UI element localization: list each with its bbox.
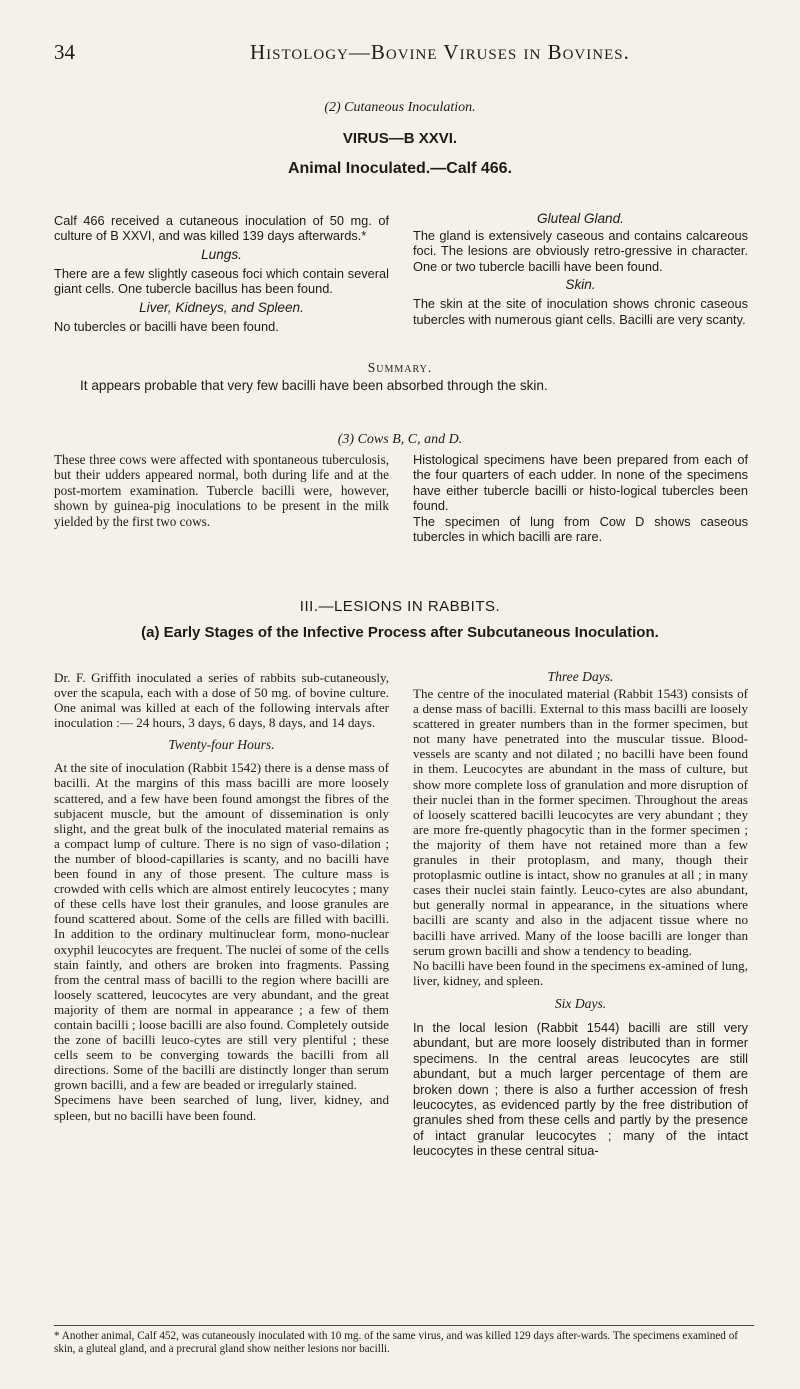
section3-left-paragraph: These three cows were affected with spontaneous tuberculosis, but their udders appeared normal, both during life and at the post-mortem examination. Tubercle bacilli were, however, shown by guinea-pig inoculations to be present in the milk yielded by the first two cows. (54, 452, 389, 529)
running-header (0, 40, 800, 80)
six-days-heading: Six Days. (554, 995, 607, 1011)
twentyfour-hours-paragraph-2: Specimens have been searched of lung, liver, kidney, and spleen, but no bacilli have been found. (54, 1092, 389, 1123)
animal-heading: Animal Inoculated.—Calf 466. (287, 160, 513, 177)
rabbits-intro-paragraph: Dr. F. Griffith inoculated a series of rabbits sub-cutaneously, over the scapula, each with a dose of 50 mg. of bovine culture. One animal was killed at each of the following intervals after inoculation :— 24 hours, 3 days, 6 days, 8 days, and 14 days. (54, 670, 389, 731)
twentyfour-hours-heading: Twenty-four Hours. (168, 737, 275, 753)
liver-paragraph: No tubercles or bacilli have been found. (54, 318, 279, 334)
section2-subtitle: (2) Cutaneous Inoculation. (324, 100, 476, 115)
gluteal-paragraph: The gland is extensively caseous and contains calcareous foci. The lesions are obviously retro-gressive in character. One or two tubercle bacilli have been found. (413, 228, 748, 274)
skin-paragraph: The skin at the site of inoculation shows chronic caseous tubercles with numerous giant cells. Bacilli are very scanty. (413, 296, 748, 327)
gluteal-heading: Gluteal Gland. (537, 211, 624, 226)
liver-heading: Liver, Kidneys, and Spleen. (139, 299, 304, 315)
section2-right-column (413, 210, 748, 327)
section3-right-paragraph-1: Histological specimens have been prepared from each of the four quarters of each udder. In none of the specimens have either tubercle bacilli or histo-logical tubercles been found. (413, 452, 748, 514)
twentyfour-hours-paragraph: At the site of inoculation (Rabbit 1542) there is a dense mass of bacilli. At the margins of this mass bacilli are more loosely scattered, and a few have been found amongst the fibres of the subjacent muscle, but the amount of dissemination is only slight, and the great bulk of the inoculated material remains as a compact lump of culture. There is no sign of vaso-dilation ; the number of blood-capillaries is scanty, and no bacilli have been found in any of those present. The culture mass is crowded with cells which are almost entirely leucocytes ; many of these cells have lost their granules, and loose granules are found scattered about. Some of the cells are filled with bacilli. In addition to the ordinary multinuclear form, mono-nuclear oxyphil leucocytes are frequent. The nuclei of some of the cells stain faintly, and others are broken into fragments. Passing from the central mass of bacilli to the region where bacilli are loosely scattered, leucocytes are very abundant, and the great majority of them are normal in appearance ; a few of them contain bacilli ; loose bacilli are also found. Completely outside the zone of bacilli leuco-cytes are still very plentiful ; these cells seem to be converging towards the bacilli from all directions. Some of the bacilli are distinctly longer than serum grown bacilli, and a few are beaded or irregularly stained. (54, 760, 389, 1093)
rabbits-subheading: (a) Early Stages of the Infective Process after Subcutaneous Inoculation. (141, 624, 659, 641)
footnote-rule (54, 1325, 754, 1326)
three-days-heading: Three Days. (547, 669, 614, 684)
rabbits-right-column (413, 668, 748, 1159)
section3-left-column (54, 452, 389, 529)
section3-right-paragraph-2: The specimen of lung from Cow D shows caseous tubercles in which bacilli are rare. (413, 513, 748, 545)
running-title: Histology—Bovine Viruses in Bovines. (250, 40, 630, 64)
footnote: * Another animal, Calf 452, was cutaneously inoculated with 10 mg. of the same virus, and was killed 129 days after-wards. The specimens examined of skin, a gluteal gland, and a precrural gland show neither lesions nor bacilli. (54, 1330, 739, 1355)
virus-heading: VIRUS—B XXVI. (342, 130, 458, 147)
rabbits-left-column (54, 670, 389, 1123)
summary-heading: Summary. (367, 360, 433, 375)
intro-paragraph: Calf 466 received a cutaneous inoculation of 50 mg. of culture of B XXVI, and was killed 139 days afterwards.* (54, 213, 389, 244)
page-number: 34 (54, 40, 75, 64)
summary-text: It appears probable that very few bacilli have been absorbed through the skin. (80, 378, 548, 393)
three-days-paragraph-2: No bacilli have been found in the specimens ex-amined of lung, liver, kidney, and spleen. (413, 957, 748, 988)
skin-heading: Skin. (565, 277, 596, 293)
section2-left-column (54, 213, 389, 334)
three-days-paragraph: The centre of the inoculated material (Rabbit 1543) consists of a dense mass of bacilli. External to this mass bacilli are loosely scattered in greater numbers than in the former specimen, but not many have penetrated into the muscular tissue. Blood-vessels are scanty and not dilated ; no bacilli have been found in them. Leucocytes are abundant in the mass of culture, but show more complete loss of granulation and more disruption of their nuclei than in the former specimen. Throughout the areas of loosely scattered bacilli leucocytes are very abundant ; they are more fre-quently phagocytic than in the former specimen ; the majority of them have not retained more than a few granules in their protoplasm, and many, though their protoplasmic outline is intact, show no granules at all ; in many cases their nuclei stain faintly. Leuco-cytes are also abundant, but generally normal in appearance, in the situations where bacilli are scanty and also in the adjacent tissue where no bacilli have arrived. Many of the loose bacilli are longer than serum grown bacilli and show a tendency to beading. (413, 686, 748, 958)
lungs-paragraph: There are a few slightly caseous foci which contain several giant cells. One tubercle bacillus has been found. (54, 265, 389, 297)
rabbits-heading: III.—LESIONS IN RABBITS. (299, 598, 501, 615)
section3-right-column (413, 452, 748, 544)
section3-subtitle: (3) Cows B, C, and D. (337, 432, 463, 447)
lungs-heading: Lungs. (201, 246, 242, 262)
six-days-paragraph: In the local lesion (Rabbit 1544) bacilli are still very abundant, but are more loosely distributed than in former specimens. In the central areas leucocytes are still abundant, but a much larger percentage of them are broken down ; there is also a further accession of fresh leucocytes, as evidenced partly by the free distribution of granules shed from these cells and partly by the presence of intact granular leucocytes ; many of the intact leucocytes in these central situa- (413, 1019, 748, 1159)
